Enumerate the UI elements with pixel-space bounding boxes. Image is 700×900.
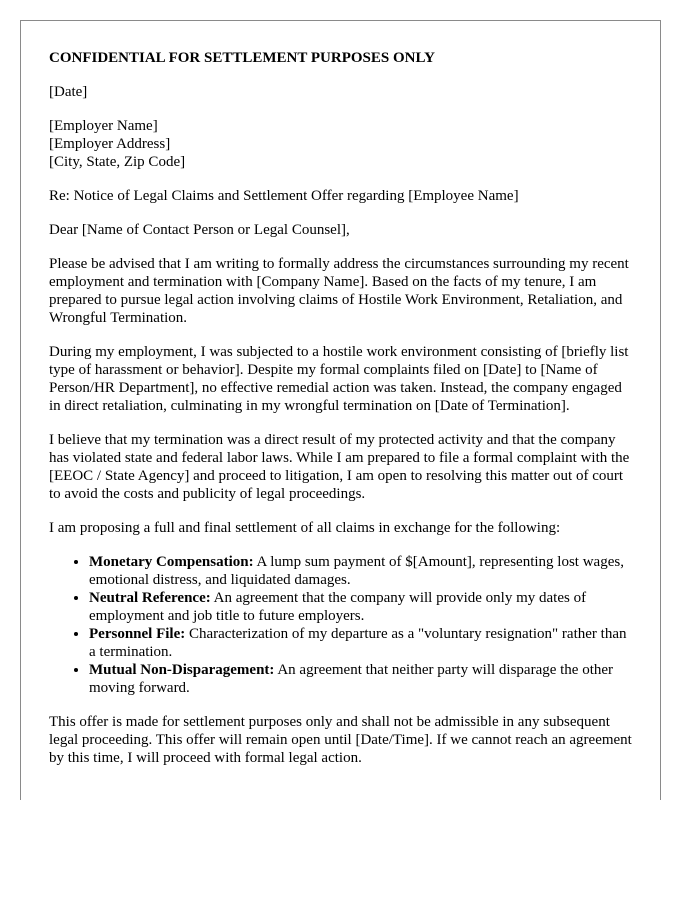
list-item-monetary-compensation	[89, 553, 632, 589]
recipient-address	[49, 117, 632, 171]
subject-line: Re: Notice of Legal Claims and Settlement Offer regarding [Employee Name]	[49, 188, 519, 204]
list-item-mutual-non-disparagement	[89, 661, 632, 697]
list-item-personnel-file	[89, 625, 632, 661]
paragraph-facts: During my employment, I was subjected to a hostile work environment consisting of [briefly list type of harassment or behavior]. Despite my formal complaints filed on [Date] to [Name of Person/HR Department], no effective remedial action was taken. Instead, the company engaged in direct retaliation, culminating in my wrongful termination on [Date of Termination].	[49, 344, 629, 414]
term-label: Monetary Compensation:	[89, 554, 254, 570]
paragraph-intro: Please be advised that I am writing to formally address the circumstances surrounding my recent employment and termination with [Company Name]. Based on the facts of my tenure, I am prepared to pursue legal action involving claims of Hostile Work Environment, Retaliation, and Wrongful Termination.	[49, 256, 629, 326]
paragraph-claims: I believe that my termination was a direct result of my protected activity and that the company has violated state and federal labor laws. While I am prepared to file a formal complaint with the [EEOC / State Agency] and proceed to litigation, I am open to resolving this matter out of court to avoid the costs and publicity of legal proceedings.	[49, 432, 630, 502]
employer-city-state-zip: [City, State, Zip Code]	[49, 154, 186, 170]
term-label: Neutral Reference:	[89, 590, 211, 606]
letter-date: [Date]	[49, 84, 88, 100]
letter-page	[20, 20, 661, 800]
confidential-heading: CONFIDENTIAL FOR SETTLEMENT PURPOSES ONLY	[49, 50, 435, 66]
term-label: Mutual Non-Disparagement:	[89, 662, 275, 678]
employer-name: [Employer Name]	[49, 118, 158, 134]
paragraph-proposal: I am proposing a full and final settlement of all claims in exchange for the following:	[49, 520, 561, 536]
term-text: An agreement that the company will provide only my dates of employment and job title to future employers.	[89, 590, 587, 624]
list-item-neutral-reference	[89, 589, 632, 625]
term-text: An agreement that neither party will disparage the other moving forward.	[89, 662, 614, 696]
paragraph-closing: This offer is made for settlement purposes only and shall not be admissible in any subsequent legal proceeding. This offer will remain open until [Date/Time]. If we cannot reach an agreement by this time, I will proceed with formal legal action.	[49, 714, 632, 766]
term-label: Personnel File:	[89, 626, 186, 642]
salutation: Dear [Name of Contact Person or Legal Counsel],	[49, 222, 350, 238]
settlement-terms-list	[49, 553, 632, 697]
term-text: A lump sum payment of $[Amount], representing lost wages, emotional distress, and liquidated damages.	[89, 554, 624, 588]
term-text: Characterization of my departure as a "voluntary resignation" rather than a termination.	[89, 626, 627, 660]
employer-address: [Employer Address]	[49, 136, 171, 152]
